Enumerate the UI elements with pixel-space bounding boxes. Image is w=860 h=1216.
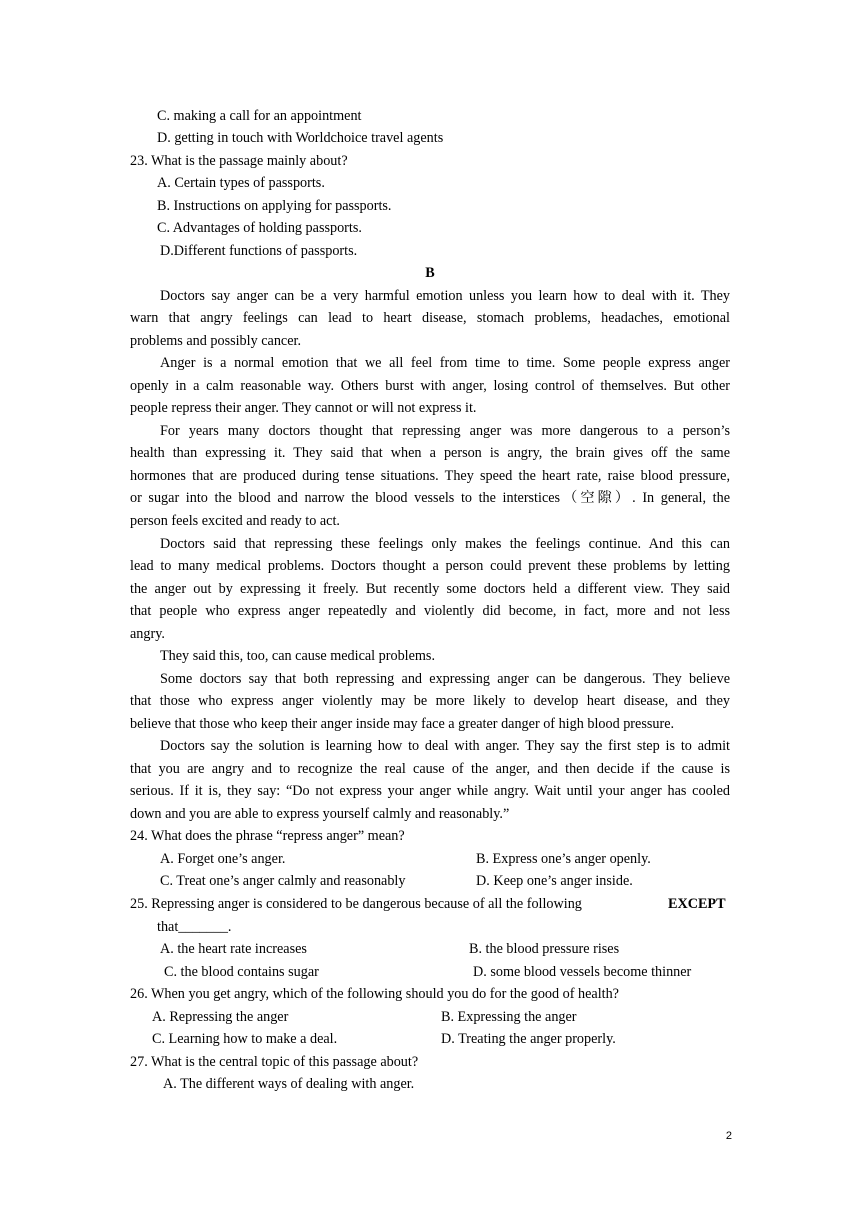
passage-line: down and you are able to express yourself calmly and reasonably.” bbox=[130, 806, 510, 822]
q25-stem bbox=[130, 895, 582, 913]
passage-line: They said this, too, can cause medical problems. bbox=[160, 648, 436, 664]
q26-option-b: B. Expressing the anger bbox=[441, 1009, 577, 1025]
passage-line: person feels excited and ready to act. bbox=[130, 513, 340, 529]
section-heading: B bbox=[425, 265, 435, 281]
q25-emphasis: EXCEPT bbox=[668, 896, 726, 912]
passage-line: Anger is a normal emotion that we all feel from time to time. Some people express anger bbox=[160, 355, 730, 371]
q23-option-b: B. Instructions on applying for passports. bbox=[157, 198, 392, 214]
passage-line: Doctors said that repressing these feelings only makes the feelings continue. And this can bbox=[160, 536, 730, 552]
passage-line: that you are angry and to recognize the real cause of the anger, and then decide if the cause is bbox=[130, 761, 730, 777]
q25-stem-except bbox=[668, 895, 726, 913]
passage-line: serious. If it is, they say: “Do not express your anger while angry. Wait until your anger has cooled bbox=[130, 783, 730, 799]
q25-option-a: A. the heart rate increases bbox=[160, 941, 307, 957]
q25-option-b: B. the blood pressure rises bbox=[469, 941, 620, 957]
passage-line: the anger out by expressing it freely. But recently some doctors held a different view. They said bbox=[130, 581, 730, 597]
q24-option-a: A. Forget one’s anger. bbox=[160, 851, 286, 867]
q25-stem-continuation: that_______. bbox=[157, 919, 232, 935]
q27-option-a: A. The different ways of dealing with anger. bbox=[163, 1076, 415, 1092]
q24-stem: 24. What does the phrase “repress anger” mean? bbox=[130, 828, 405, 844]
q23-stem: 23. What is the passage mainly about? bbox=[130, 153, 348, 169]
passage-line: that people who express anger repeatedly and violently did become, in fact, more and not less bbox=[130, 603, 730, 619]
passage-line: or sugar into the blood and narrow the blood vessels to the interstices（空隙）. In general, the bbox=[130, 490, 730, 506]
passage-line: believe that those who keep their anger inside may face a greater danger of high blood pressure. bbox=[130, 716, 675, 732]
q26-option-c: C. Learning how to make a deal. bbox=[152, 1031, 338, 1047]
passage-line: For years many doctors thought that repressing anger was more dangerous to a person’s bbox=[160, 423, 730, 439]
passage-line: Doctors say anger can be a very harmful emotion unless you learn how to deal with it. They bbox=[160, 288, 730, 304]
q27-stem: 27. What is the central topic of this passage about? bbox=[130, 1054, 419, 1070]
passage-line: health than expressing it. They said that when a person is angry, the brain gives off the same bbox=[130, 445, 730, 461]
page-number: 2 bbox=[725, 1130, 732, 1142]
passage-line: angry. bbox=[130, 626, 165, 642]
q26-stem: 26. When you get angry, which of the following should you do for the good of health? bbox=[130, 986, 619, 1002]
q25-stem-main: 25. Repressing anger is considered to be dangerous because of all the following bbox=[130, 896, 582, 912]
q24-option-d: D. Keep one’s anger inside. bbox=[476, 873, 633, 889]
passage-line: hormones that are produced during tense situations. They speed the heart rate, raise blood pressure, bbox=[130, 468, 730, 484]
passage-line: lead to many medical problems. Doctors thought a person could prevent these problems by letting bbox=[130, 558, 730, 574]
q24-option-c: C. Treat one’s anger calmly and reasonably bbox=[160, 873, 406, 889]
passage-line: warn that angry feelings can lead to heart disease, stomach problems, headaches, emotional bbox=[130, 310, 730, 326]
q23-option-a: A. Certain types of passports. bbox=[157, 175, 325, 191]
q22-option-d: D. getting in touch with Worldchoice travel agents bbox=[157, 130, 444, 146]
q25-option-c: C. the blood contains sugar bbox=[164, 964, 319, 980]
passage-line: that those who express anger violently may be more likely to develop heart disease, and they bbox=[130, 693, 730, 709]
passage-line: people repress their anger. They cannot or will not express it. bbox=[130, 400, 477, 416]
q23-option-c: C. Advantages of holding passports. bbox=[157, 220, 362, 236]
passage-line: openly in a calm reasonable way. Others burst with anger, losing control of themselves. But other bbox=[130, 378, 730, 394]
q24-option-b: B. Express one’s anger openly. bbox=[476, 851, 651, 867]
q25-option-d: D. some blood vessels become thinner bbox=[473, 964, 692, 980]
q22-option-c: C. making a call for an appointment bbox=[157, 108, 362, 124]
q26-option-a: A. Repressing the anger bbox=[152, 1009, 289, 1025]
passage-line: Doctors say the solution is learning how to deal with anger. They say the first step is to admit bbox=[160, 738, 730, 754]
q26-option-d: D. Treating the anger properly. bbox=[441, 1031, 616, 1047]
passage-line: Some doctors say that both repressing and expressing anger can be dangerous. They believe bbox=[160, 671, 730, 687]
q23-option-d: D.Different functions of passports. bbox=[160, 243, 358, 259]
passage-line: problems and possibly cancer. bbox=[130, 333, 301, 349]
